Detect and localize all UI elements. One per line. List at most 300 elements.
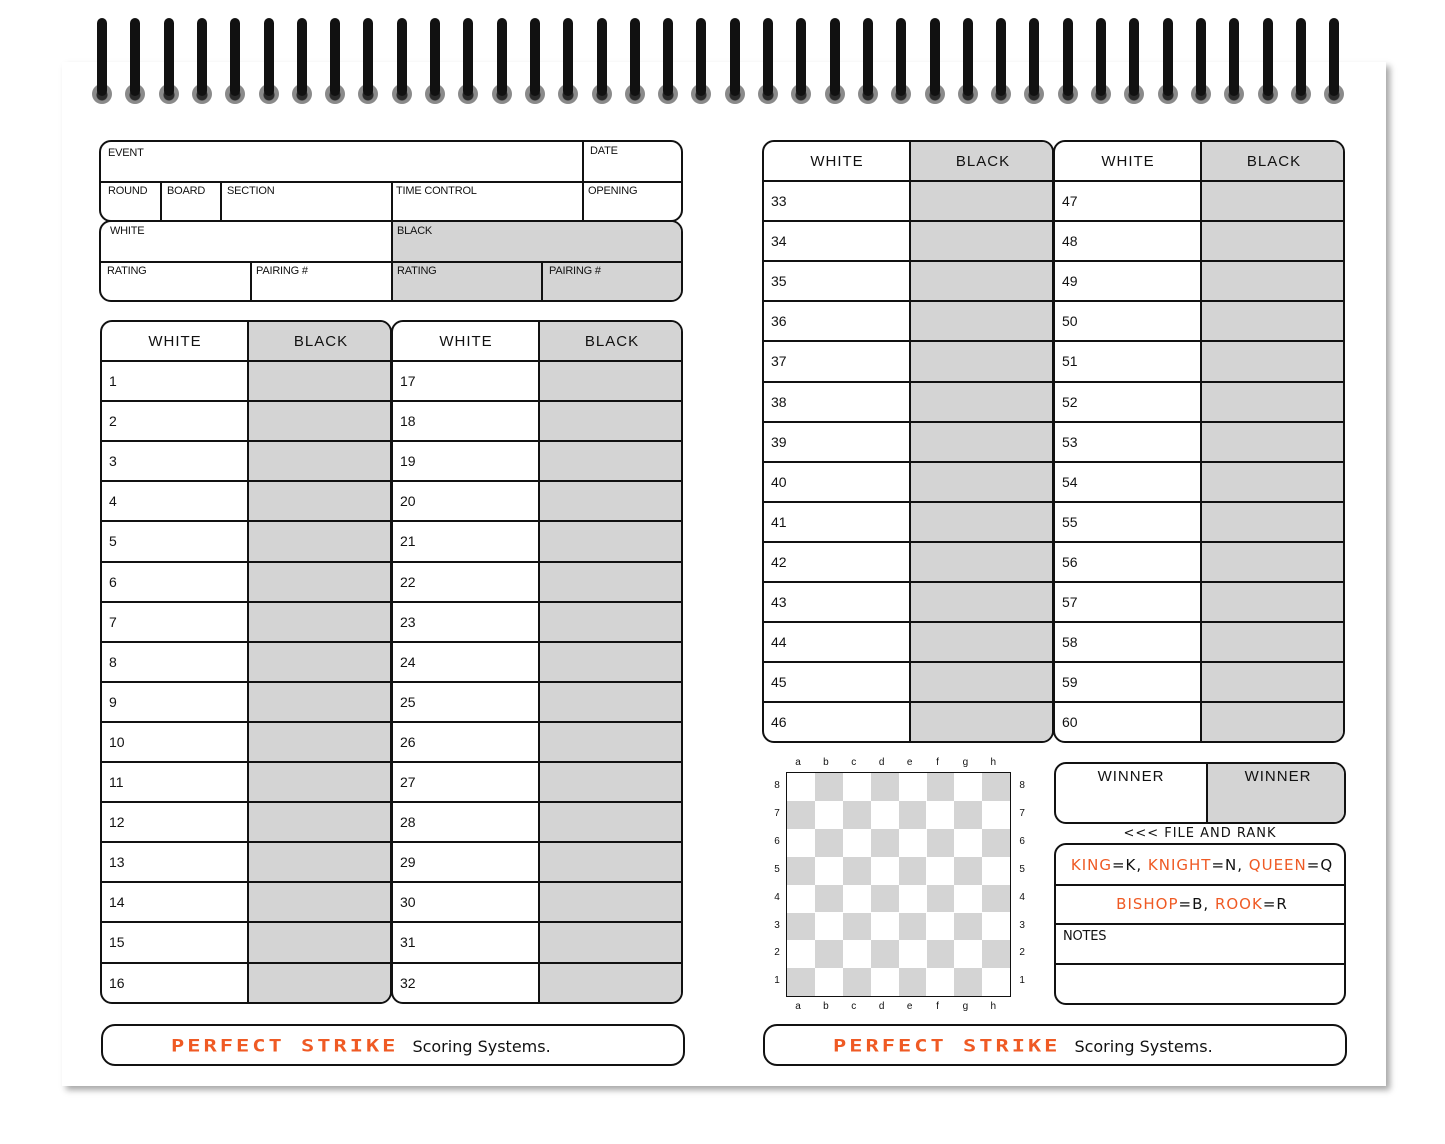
black-move-cell[interactable]: [1202, 302, 1345, 340]
board-square: [982, 940, 1010, 968]
white-move-cell[interactable]: [1085, 583, 1199, 621]
black-move-cell[interactable]: [540, 362, 683, 400]
move-number: 52: [1062, 393, 1078, 410]
black-move-cell[interactable]: [540, 803, 683, 841]
binding-coil: [164, 18, 174, 96]
move-number: 13: [109, 854, 125, 871]
board-square: [815, 940, 843, 968]
board-square: [843, 773, 871, 801]
white-move-cell[interactable]: [132, 482, 246, 520]
binding-coil: [1063, 18, 1073, 96]
white-move-cell[interactable]: [423, 803, 537, 841]
board-square: [982, 773, 1010, 801]
binding-coil: [1163, 18, 1173, 96]
move-number: 23: [400, 613, 416, 630]
white-move-cell[interactable]: [1085, 423, 1199, 461]
board-square: [787, 885, 815, 913]
white-move-cell[interactable]: [132, 442, 246, 480]
black-move-cell[interactable]: [1202, 222, 1345, 260]
round-field-label[interactable]: ROUND: [108, 185, 148, 197]
board-square: [927, 857, 955, 885]
white-move-cell[interactable]: [132, 643, 246, 681]
move-number: 59: [1062, 674, 1078, 691]
board-square: [871, 885, 899, 913]
black-move-cell[interactable]: [540, 522, 683, 560]
black-move-cell[interactable]: [540, 723, 683, 761]
board-square: [787, 940, 815, 968]
binding-coil: [1096, 18, 1106, 96]
white-pairing-label[interactable]: PAIRING #: [256, 265, 308, 277]
move-number: 1: [109, 373, 117, 390]
board-square: [982, 968, 1010, 996]
white-rating-label[interactable]: RATING: [107, 265, 147, 277]
move-number: 30: [400, 894, 416, 911]
board-square: [843, 968, 871, 996]
black-move-cell[interactable]: [1202, 543, 1345, 581]
binding-coil: [230, 18, 240, 96]
white-move-cell[interactable]: [1085, 182, 1199, 220]
white-move-cell[interactable]: [423, 643, 537, 681]
white-move-cell[interactable]: [1085, 463, 1199, 501]
black-move-cell[interactable]: [540, 683, 683, 721]
white-move-cell[interactable]: [423, 763, 537, 801]
white-move-cell[interactable]: [132, 683, 246, 721]
black-move-cell[interactable]: [249, 442, 392, 480]
move-number: 24: [400, 653, 416, 670]
move-table: [762, 140, 1054, 743]
board-square: [787, 829, 815, 857]
binding-coil: [1129, 18, 1139, 96]
move-number: 5: [109, 533, 117, 550]
black-move-cell[interactable]: [540, 442, 683, 480]
white-move-cell[interactable]: [794, 182, 908, 220]
binding-coil: [830, 18, 840, 96]
black-move-cell[interactable]: [1202, 383, 1345, 421]
black-move-cell[interactable]: [911, 182, 1054, 220]
move-number: 31: [400, 934, 416, 951]
black-move-cell[interactable]: [911, 342, 1054, 380]
board-square: [815, 913, 843, 941]
black-move-cell[interactable]: [540, 883, 683, 921]
black-move-cell[interactable]: [1202, 423, 1345, 461]
opening-field-label[interactable]: OPENING: [588, 185, 638, 197]
board-square: [899, 857, 927, 885]
black-move-cell[interactable]: [540, 923, 683, 961]
black-move-cell[interactable]: [540, 964, 683, 1002]
white-move-cell[interactable]: [794, 703, 908, 741]
white-move-cell[interactable]: [794, 583, 908, 621]
move-table: [100, 320, 392, 1004]
move-number: 7: [109, 613, 117, 630]
board-square: [954, 885, 982, 913]
black-move-cell[interactable]: [249, 843, 392, 881]
move-number: 40: [771, 473, 787, 490]
rank-label: 2: [774, 947, 780, 959]
black-move-cell[interactable]: [540, 402, 683, 440]
board-square: [954, 940, 982, 968]
binding-coil: [930, 18, 940, 96]
board-square: [787, 913, 815, 941]
white-column-header: WHITE: [148, 332, 202, 350]
white-column-header: WHITE: [1101, 152, 1155, 170]
black-move-cell[interactable]: [1202, 703, 1345, 741]
move-number: 12: [109, 814, 125, 831]
white-move-cell[interactable]: [132, 723, 246, 761]
move-number: 27: [400, 774, 416, 791]
white-move-cell[interactable]: [1085, 543, 1199, 581]
black-move-cell[interactable]: [249, 482, 392, 520]
white-move-cell[interactable]: [423, 683, 537, 721]
binding-coil: [796, 18, 806, 96]
board-square: [843, 829, 871, 857]
black-move-cell[interactable]: [249, 402, 392, 440]
black-move-cell[interactable]: [1202, 503, 1345, 541]
binding-coil: [696, 18, 706, 96]
move-number: 50: [1062, 313, 1078, 330]
black-move-cell[interactable]: [1202, 262, 1345, 300]
black-move-cell[interactable]: [1202, 182, 1345, 220]
black-move-cell[interactable]: [249, 803, 392, 841]
black-move-cell[interactable]: [1202, 623, 1345, 661]
rank-label: 3: [774, 919, 780, 931]
board-square: [871, 801, 899, 829]
black-move-cell[interactable]: [540, 563, 683, 601]
black-move-cell[interactable]: [911, 463, 1054, 501]
board-square: [982, 857, 1010, 885]
white-move-cell[interactable]: [794, 342, 908, 380]
move-number: 6: [109, 573, 117, 590]
piece-abbreviation: =Q: [1306, 856, 1334, 874]
event-info-box: [99, 140, 683, 222]
brand-footer-right: [763, 1024, 1347, 1066]
move-number: 57: [1062, 594, 1078, 611]
white-move-cell[interactable]: [1085, 262, 1199, 300]
black-move-cell[interactable]: [249, 763, 392, 801]
move-number: 29: [400, 854, 416, 871]
board-square: [927, 940, 955, 968]
board-square: [871, 829, 899, 857]
board-square: [787, 968, 815, 996]
board-square: [927, 801, 955, 829]
black-move-cell[interactable]: [911, 583, 1054, 621]
black-move-cell[interactable]: [911, 663, 1054, 701]
white-move-cell[interactable]: [794, 463, 908, 501]
white-move-cell[interactable]: [794, 503, 908, 541]
move-number: 60: [1062, 714, 1078, 731]
binding-coil: [264, 18, 274, 96]
white-move-cell[interactable]: [132, 923, 246, 961]
board-square: [899, 773, 927, 801]
white-winner-label[interactable]: WINNER: [1097, 767, 1165, 785]
black-move-cell[interactable]: [249, 923, 392, 961]
file-label: b: [823, 1001, 829, 1013]
white-move-cell[interactable]: [423, 442, 537, 480]
white-move-cell[interactable]: [1085, 663, 1199, 701]
black-move-cell[interactable]: [911, 623, 1054, 661]
black-rating-label[interactable]: RATING: [397, 265, 437, 277]
rank-label: 7: [1019, 807, 1025, 819]
rank-label: 6: [774, 835, 780, 847]
file-label: g: [962, 757, 969, 768]
black-column-header: BLACK: [584, 332, 640, 350]
white-move-cell[interactable]: [794, 302, 908, 340]
file-label: h: [990, 757, 997, 768]
binding-coil: [430, 18, 440, 96]
board-square: [899, 829, 927, 857]
piece-name: KNIGHT: [1147, 856, 1212, 874]
board-field-label[interactable]: BOARD: [167, 185, 206, 197]
board-square: [871, 913, 899, 941]
move-number: 43: [771, 594, 787, 611]
binding-coil: [1263, 18, 1273, 96]
time-control-field-label[interactable]: TIME CONTROL: [396, 185, 477, 197]
binding-coil: [896, 18, 906, 96]
white-move-cell[interactable]: [794, 623, 908, 661]
white-move-cell[interactable]: [423, 603, 537, 641]
piece-name: QUEEN: [1248, 856, 1307, 874]
black-pairing-label[interactable]: PAIRING #: [549, 265, 601, 277]
board-square: [927, 968, 955, 996]
board-square: [899, 913, 927, 941]
black-move-cell[interactable]: [911, 503, 1054, 541]
binding-coil: [863, 18, 873, 96]
board-square: [954, 968, 982, 996]
board-square: [927, 913, 955, 941]
black-move-cell[interactable]: [911, 543, 1054, 581]
black-move-cell[interactable]: [911, 302, 1054, 340]
board-square: [982, 801, 1010, 829]
board-square: [787, 773, 815, 801]
rank-label: 1: [774, 975, 780, 987]
white-move-cell[interactable]: [132, 563, 246, 601]
piece-name: ROOK: [1214, 895, 1263, 913]
board-square: [982, 829, 1010, 857]
move-number: 8: [109, 653, 117, 670]
black-move-cell[interactable]: [540, 482, 683, 520]
file-label: a: [795, 1001, 801, 1013]
binding-coil: [463, 18, 473, 96]
move-number: 2: [109, 413, 117, 430]
move-number: 41: [771, 513, 787, 530]
move-number: 44: [771, 634, 787, 651]
black-move-cell[interactable]: [249, 563, 392, 601]
binding-coil: [763, 18, 773, 96]
board-square: [899, 940, 927, 968]
binding-coil: [97, 18, 107, 96]
board-square: [815, 857, 843, 885]
board-square: [927, 773, 955, 801]
brand-tagline: Scoring Systems.: [412, 1036, 551, 1056]
white-move-cell[interactable]: [794, 663, 908, 701]
binding-coil: [1196, 18, 1206, 96]
board-square: [815, 885, 843, 913]
white-move-cell[interactable]: [423, 883, 537, 921]
move-number: 26: [400, 733, 416, 750]
board-square: [843, 801, 871, 829]
move-number: 28: [400, 814, 416, 831]
white-move-cell[interactable]: [794, 423, 908, 461]
black-move-cell[interactable]: [249, 522, 392, 560]
brand-logo-text: PERFECT STRIKE: [171, 1036, 399, 1056]
black-move-cell[interactable]: [540, 603, 683, 641]
black-move-cell[interactable]: [1202, 463, 1345, 501]
section-field-label[interactable]: SECTION: [227, 185, 275, 197]
move-number: 9: [109, 693, 117, 710]
brand-logo-text: PERFECT STRIKE: [833, 1036, 1061, 1056]
white-move-cell[interactable]: [423, 723, 537, 761]
white-move-cell[interactable]: [1085, 703, 1199, 741]
file-label: b: [823, 757, 829, 768]
binding-coil: [1229, 18, 1239, 96]
black-move-cell[interactable]: [249, 603, 392, 641]
board-square: [927, 885, 955, 913]
event-field-label[interactable]: EVENT: [108, 147, 144, 159]
move-number: 35: [771, 273, 787, 290]
white-move-cell[interactable]: [132, 843, 246, 881]
date-field-label[interactable]: DATE: [590, 145, 618, 157]
white-move-cell[interactable]: [132, 402, 246, 440]
white-move-cell[interactable]: [423, 964, 537, 1002]
white-move-cell[interactable]: [132, 964, 246, 1002]
rank-label: 1: [1019, 975, 1025, 987]
white-move-cell[interactable]: [423, 522, 537, 560]
black-move-cell[interactable]: [249, 643, 392, 681]
white-move-cell[interactable]: [1085, 342, 1199, 380]
black-move-cell[interactable]: [911, 383, 1054, 421]
move-number: 53: [1062, 433, 1078, 450]
board-square: [815, 829, 843, 857]
black-move-cell[interactable]: [249, 683, 392, 721]
white-move-cell[interactable]: [1085, 302, 1199, 340]
white-move-cell[interactable]: [132, 362, 246, 400]
black-move-cell[interactable]: [249, 362, 392, 400]
black-column-header: BLACK: [955, 152, 1011, 170]
move-number: 18: [400, 413, 416, 430]
white-move-cell[interactable]: [794, 383, 908, 421]
white-move-cell[interactable]: [1085, 503, 1199, 541]
board-square: [787, 801, 815, 829]
piece-abbreviation: =K,: [1111, 856, 1148, 874]
white-move-cell[interactable]: [794, 543, 908, 581]
white-move-cell[interactable]: [1085, 383, 1199, 421]
move-number: 17: [400, 373, 416, 390]
white-move-cell[interactable]: [423, 843, 537, 881]
black-move-cell[interactable]: [911, 423, 1054, 461]
brand-tagline: Scoring Systems.: [1074, 1036, 1213, 1056]
move-number: 48: [1062, 233, 1078, 250]
board-square: [899, 885, 927, 913]
binding-coil: [397, 18, 407, 96]
piece-key-line-2: [1056, 895, 1346, 913]
move-number: 37: [771, 353, 787, 370]
move-number: 56: [1062, 553, 1078, 570]
black-move-cell[interactable]: [911, 262, 1054, 300]
black-move-cell[interactable]: [540, 843, 683, 881]
white-move-cell[interactable]: [423, 362, 537, 400]
board-square: [871, 857, 899, 885]
move-number: 10: [109, 733, 125, 750]
piece-abbreviation: =B,: [1178, 895, 1215, 913]
black-move-cell[interactable]: [1202, 663, 1345, 701]
board-square: [843, 885, 871, 913]
board-square: [787, 857, 815, 885]
move-number: 20: [400, 493, 416, 510]
white-move-cell[interactable]: [794, 262, 908, 300]
white-move-cell[interactable]: [423, 402, 537, 440]
white-move-cell[interactable]: [423, 923, 537, 961]
white-move-cell[interactable]: [423, 482, 537, 520]
black-move-cell[interactable]: [249, 723, 392, 761]
move-number: 14: [109, 894, 125, 911]
binding-coil: [297, 18, 307, 96]
black-move-cell[interactable]: [249, 964, 392, 1002]
binding-coil: [363, 18, 373, 96]
move-number: 16: [109, 974, 125, 991]
file-label: h: [990, 1001, 997, 1013]
black-move-cell[interactable]: [1202, 342, 1345, 380]
black-move-cell[interactable]: [1202, 583, 1345, 621]
white-move-cell[interactable]: [132, 603, 246, 641]
black-winner-label[interactable]: WINNER: [1244, 767, 1312, 785]
rank-label: 7: [774, 807, 780, 819]
move-number: 45: [771, 674, 787, 691]
black-move-cell[interactable]: [911, 222, 1054, 260]
board-square: [954, 857, 982, 885]
black-move-cell[interactable]: [540, 763, 683, 801]
board-square: [899, 968, 927, 996]
piece-key-notes-box: [1054, 843, 1346, 1005]
move-number: 33: [771, 193, 787, 210]
white-player-label[interactable]: WHITE: [110, 225, 145, 237]
board-square: [843, 913, 871, 941]
file-label: e: [906, 757, 913, 768]
binding-coil: [330, 18, 340, 96]
black-column-header: BLACK: [1246, 152, 1302, 170]
move-table: [1053, 140, 1345, 743]
white-move-cell[interactable]: [1085, 623, 1199, 661]
white-move-cell[interactable]: [1085, 222, 1199, 260]
move-number: 58: [1062, 634, 1078, 651]
black-move-cell[interactable]: [249, 883, 392, 921]
board-square: [871, 940, 899, 968]
move-number: 47: [1062, 193, 1078, 210]
move-number: 32: [400, 974, 416, 991]
binding-coil: [1029, 18, 1039, 96]
move-number: 46: [771, 714, 787, 731]
white-move-cell[interactable]: [132, 763, 246, 801]
white-move-cell[interactable]: [132, 883, 246, 921]
black-move-cell[interactable]: [911, 703, 1054, 741]
binding-coil: [597, 18, 607, 96]
binding-coil: [530, 18, 540, 96]
white-column-header: WHITE: [439, 332, 493, 350]
white-move-cell[interactable]: [794, 222, 908, 260]
move-number: 21: [400, 533, 416, 550]
move-number: 55: [1062, 513, 1078, 530]
black-move-cell[interactable]: [540, 643, 683, 681]
winner-box: [1054, 762, 1346, 824]
white-move-cell[interactable]: [423, 563, 537, 601]
notes-label[interactable]: NOTES: [1063, 929, 1107, 944]
move-number: 4: [109, 493, 117, 510]
file-label: f: [936, 757, 939, 768]
file-label: e: [906, 1001, 913, 1013]
white-move-cell[interactable]: [132, 522, 246, 560]
black-player-label[interactable]: BLACK: [397, 225, 433, 237]
move-number: 49: [1062, 273, 1078, 290]
board-square: [843, 940, 871, 968]
white-move-cell[interactable]: [132, 803, 246, 841]
